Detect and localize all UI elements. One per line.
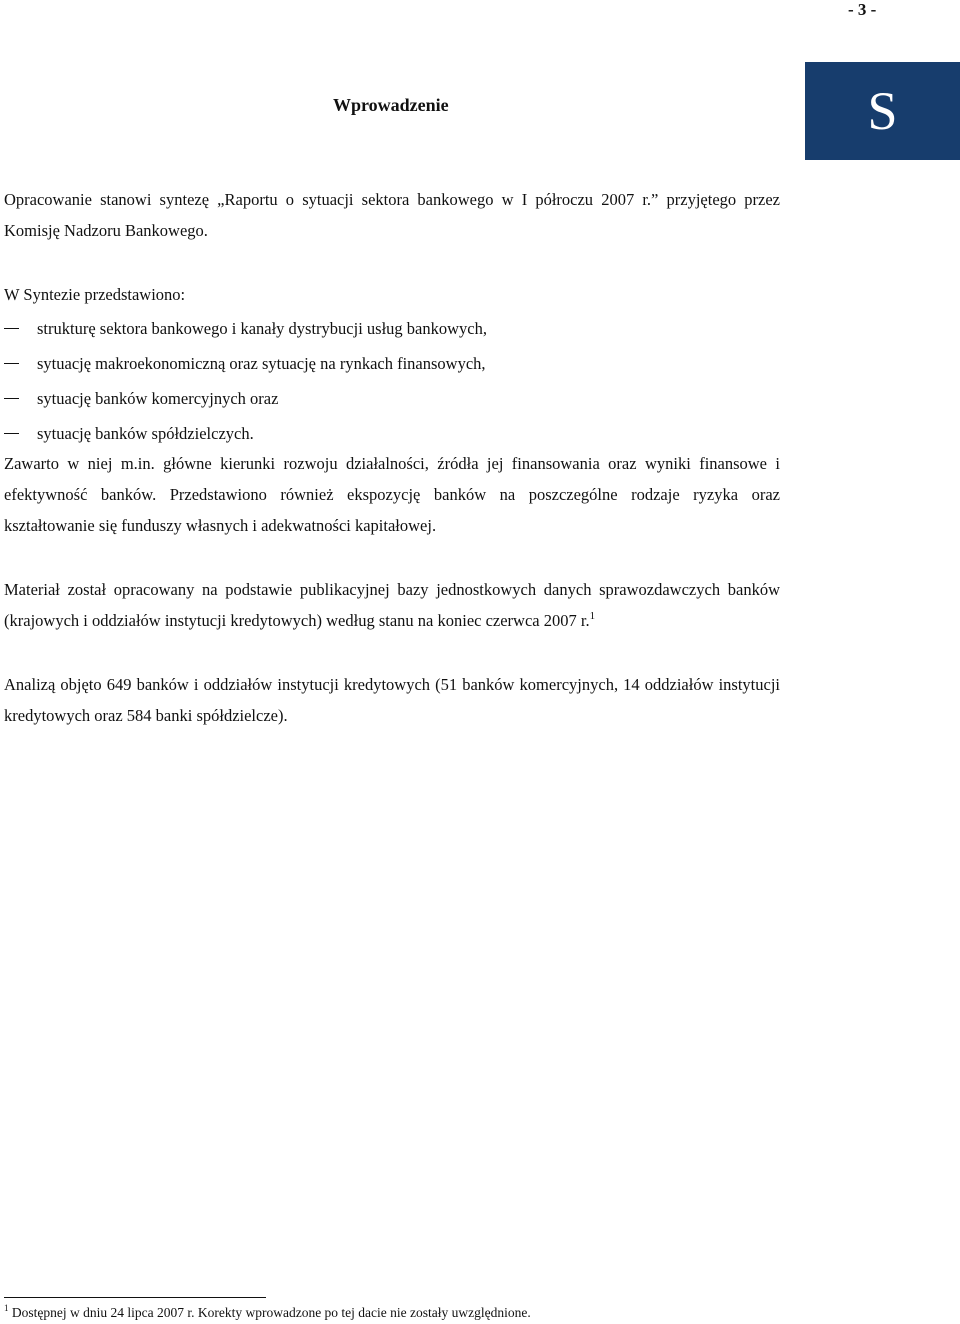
footnote — [4, 1303, 531, 1323]
list-intro: W Syntezie przedstawiono: — [4, 285, 186, 304]
section-letter: S — [867, 81, 898, 141]
paragraph-data-source — [4, 574, 780, 636]
dash-bullet-icon — [4, 433, 19, 434]
footnote-number: 1 — [4, 1303, 9, 1313]
footnote-text: Dostępnej w dniu 24 lipca 2007 r. Korekty wprowadzone po tej dacie nie zostały uwzględnione. — [11, 1305, 531, 1320]
paragraph-scope: Analizą objęto 649 banków i oddziałów instytucji kredytowych (51 banków komercyjnych, 14 oddziałów instytucji kredytowych oraz 584 banki spółdzielcze). — [4, 675, 780, 725]
footnote-divider — [4, 1297, 266, 1298]
list-item-text: sytuację banków komercyjnych oraz — [37, 389, 279, 408]
dash-bullet-icon — [4, 398, 19, 399]
dash-bullet-icon — [4, 328, 19, 329]
footnote-reference[interactable]: 1 — [589, 610, 596, 622]
section-marker-box — [805, 62, 960, 160]
page-title: Wprowadzenie — [333, 95, 449, 115]
paragraph-synthesis-intro: Opracowanie stanowi syntezę „Raportu o sytuacji sektora bankowego w I półroczu 2007 r.” przyjętego przez Komisję Nadzoru Bankowego. — [4, 190, 780, 240]
dash-bullet-icon — [4, 363, 19, 364]
page-number: - 3 - — [848, 0, 877, 19]
list-item-text: sytuację makroekonomiczną oraz sytuację na rynkach finansowych, — [37, 354, 486, 373]
list-item-text: sytuację banków spółdzielczych. — [37, 424, 254, 443]
paragraph-data-source-text: Materiał został opracowany na podstawie publikacyjnej bazy jednostkowych danych sprawozdawczych banków (krajowych i oddziałów instytucji kredytowych) według stanu na koniec czerwca 2007 r. — [4, 580, 780, 630]
list-item-text: strukturę sektora bankowego i kanały dystrybucji usług bankowych, — [37, 319, 487, 338]
paragraph-contents: Zawarto w niej m.in. główne kierunki rozwoju działalności, źródła jej finansowania oraz wyniki finansowe i efektywność banków. Przedstawiono również ekspozycję banków na poszczególne rodzaje ryzyka oraz kształtowanie się funduszy własnych i adekwatności kapitałowej. — [4, 454, 780, 535]
